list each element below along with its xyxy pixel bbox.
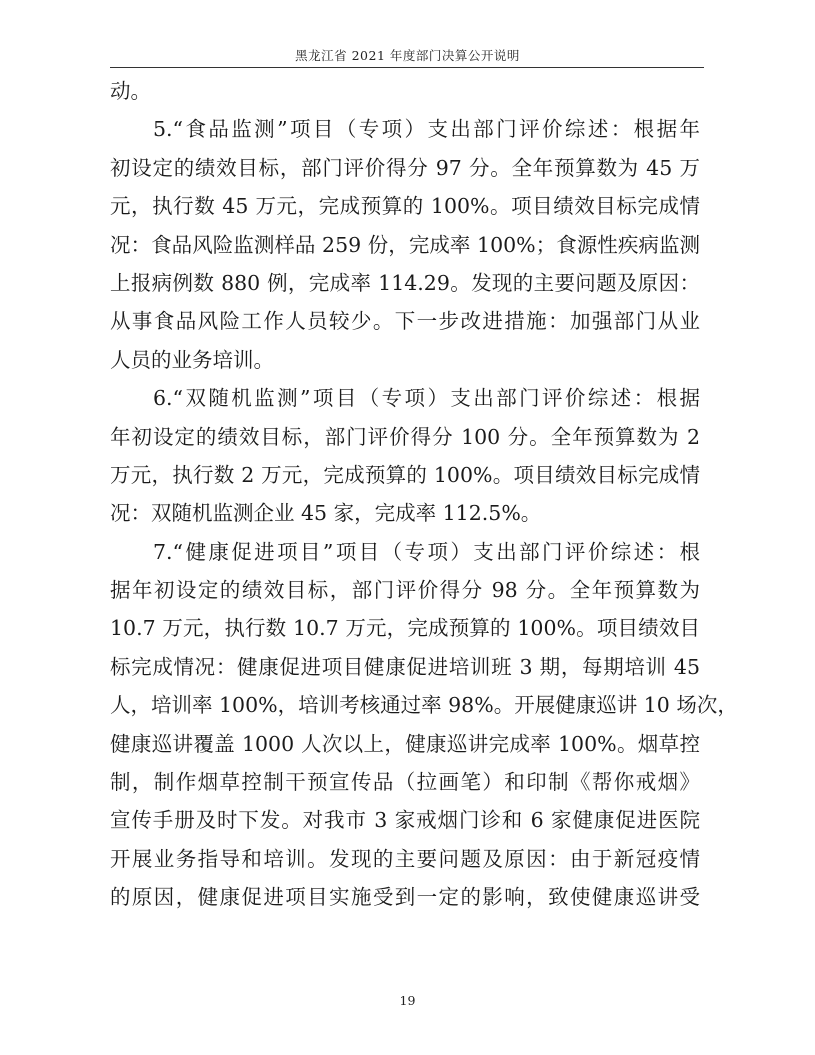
text-line: 上报病例数 880 例，完成率 114.29。发现的主要问题及原因：	[110, 270, 700, 295]
text-line: 人，培训率 100%，培训考核通过率 98%。开展健康巡讲 10 场次，	[110, 693, 738, 718]
text-line: 制，制作烟草控制干预宣传品（拉画笔）和印制《帮你戒烟》	[110, 770, 700, 795]
text-line: 从事食品风险工作人员较少。下一步改进措施：加强部门从业	[110, 309, 700, 334]
text-line: 健康巡讲覆盖 1000 人次以上，健康巡讲完成率 100%。烟草控	[110, 731, 700, 756]
text-line: 况：双随机监测企业 45 家，完成率 112.5%。	[110, 501, 542, 526]
text-line: 元，执行数 45 万元，完成预算的 100%。项目绩效目标完成情	[110, 194, 700, 219]
text-line: 的原因，健康促进项目实施受到一定的影响，致使健康巡讲受	[110, 885, 700, 910]
text-line: 宣传手册及时下发。对我市 3 家戒烟门诊和 6 家健康促进医院	[110, 808, 700, 833]
text-line: 标完成情况：健康促进项目健康促进培训班 3 期，每期培训 45	[110, 654, 700, 679]
text-line: 人员的业务培训。	[110, 347, 274, 372]
section-7-heading-line: 7.“健康促进项目”项目（专项）支出部门评价综述：根	[153, 539, 700, 564]
page-number: 19	[399, 993, 416, 1008]
document-body	[110, 72, 738, 917]
text-line: 初设定的绩效目标，部门评价得分 97 分。全年预算数为 45 万	[110, 155, 700, 180]
page-header: 黑龙江省 2021 年度部门决算公开说明	[295, 48, 520, 63]
header-divider	[110, 67, 704, 68]
text-line: 动。	[110, 79, 151, 103]
text-line: 10.7 万元，执行数 10.7 万元，完成预算的 100%。项目绩效目	[110, 616, 700, 641]
text-line: 开展业务指导和培训。发现的主要问题及原因：由于新冠疫情	[110, 846, 700, 871]
text-line: 年初设定的绩效目标，部门评价得分 100 分。全年预算数为 2	[110, 424, 700, 449]
section-6-heading-line: 6.“双随机监测”项目（专项）支出部门评价综述：根据	[153, 386, 700, 411]
section-5-heading-line: 5.“食品监测”项目（专项）支出部门评价综述：根据年	[153, 117, 700, 142]
text-line: 据年初设定的绩效目标，部门评价得分 98 分。全年预算数为	[110, 578, 700, 603]
text-line: 万元，执行数 2 万元，完成预算的 100%。项目绩效目标完成情	[110, 462, 700, 487]
text-line: 况：食品风险监测样品 259 份，完成率 100%；食源性疾病监测	[110, 232, 700, 257]
